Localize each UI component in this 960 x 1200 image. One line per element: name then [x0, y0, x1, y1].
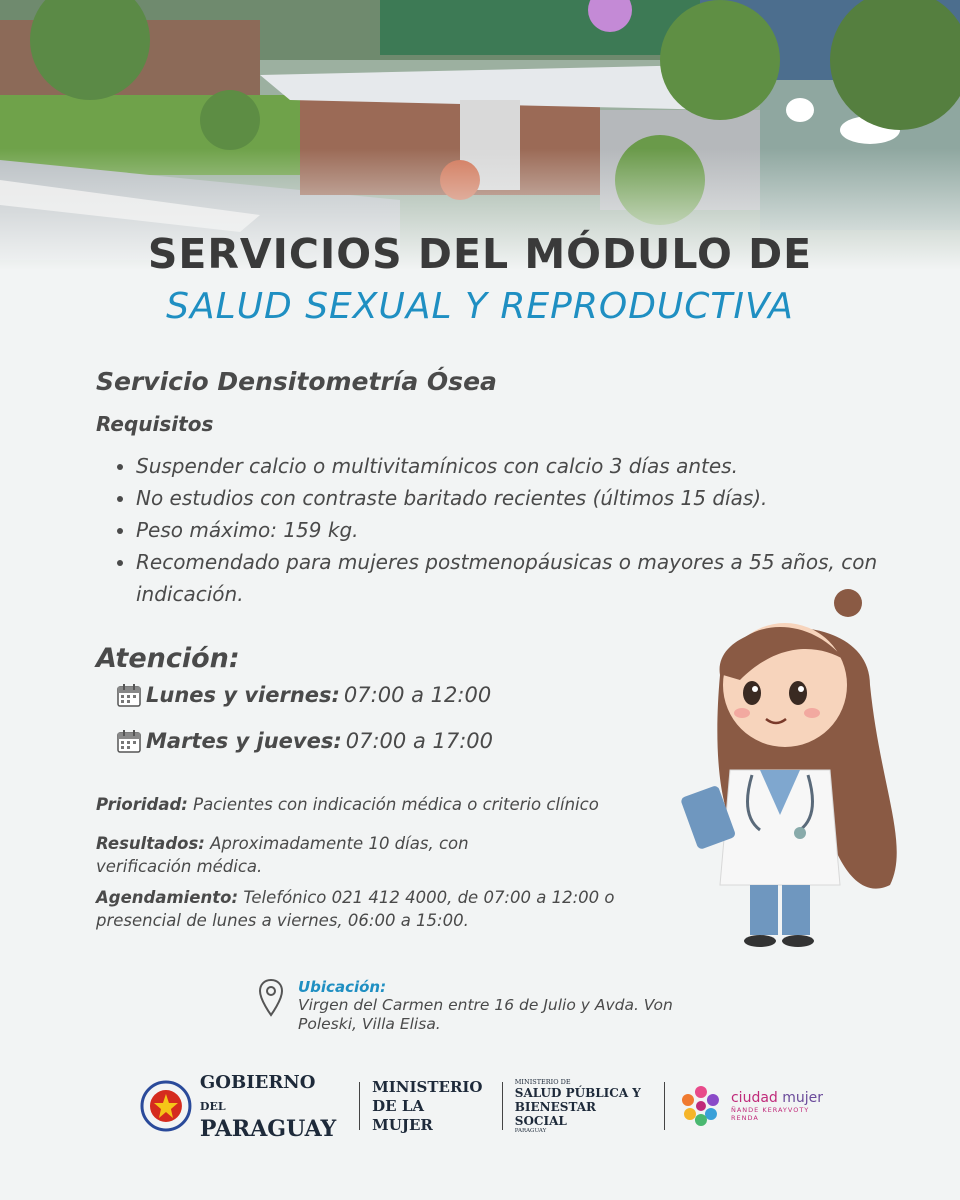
divider: [359, 1082, 360, 1130]
min-line2: DE LA MUJER: [372, 1096, 433, 1134]
results-label: Resultados:: [96, 834, 205, 853]
map-pin-icon: [258, 978, 284, 1018]
msp-line2: BIENESTAR SOCIAL: [514, 1099, 597, 1128]
divider: [502, 1082, 503, 1130]
calendar-icon: [116, 728, 142, 754]
location-block: [258, 978, 718, 1034]
requirement-item: • Recomendado para mujeres postmenopáusicas o mayores a 55 años, con indicación.: [136, 546, 896, 610]
schedule-hours: 07:00 a 17:00: [345, 729, 494, 753]
schedule-row: [116, 682, 491, 708]
requirement-item: • Suspender calcio o multivitamínicos con calcio 3 días antes.: [136, 450, 896, 482]
schedule-row: [116, 728, 493, 754]
title-line-2: SALUD SEXUAL Y REPRODUCTIVA: [166, 286, 794, 327]
results-info: [96, 832, 516, 878]
requirements-heading: Requisitos: [96, 412, 214, 436]
gob-del: DEL: [199, 1100, 226, 1113]
attention-heading: Atención:: [96, 643, 240, 674]
requirement-item: • No estudios con contraste baritado recientes (últimos 15 días).: [136, 482, 896, 514]
msp-line0: MINISTERIO DE: [514, 1077, 571, 1086]
calendar-icon: [116, 682, 142, 708]
footer-logos: [140, 1072, 840, 1142]
priority-text: Pacientes con indicación médica o criterio clínico: [193, 795, 599, 814]
cm-word1: ciudad: [730, 1090, 778, 1106]
schedule-days: Lunes y viernes:: [146, 683, 340, 707]
location-label: Ubicación:: [298, 978, 387, 996]
priority-label: Prioridad:: [96, 795, 188, 814]
schedule-hours: 07:00 a 12:00: [343, 683, 492, 707]
ministerio-salud-logo: [515, 1078, 652, 1135]
cm-word2: mujer: [782, 1090, 824, 1106]
booking-label: Agendamiento:: [96, 888, 239, 907]
msp-line3: PARAGUAY: [514, 1127, 547, 1134]
gob-line2: PARAGUAY: [199, 1116, 337, 1142]
booking-info: [96, 886, 676, 932]
booking-text: Telefónico 021 412 4000, de 07:00 a 12:00 o presencial de lunes a viernes, 06:00 a 15:00.: [96, 888, 615, 930]
min-line1: MINISTERIO: [372, 1077, 483, 1096]
service-name: Servicio Densitometría Ósea: [96, 367, 497, 396]
title-line-1: SERVICIOS DEL MÓDULO DE: [147, 230, 813, 278]
doctor-illustration: [680, 585, 920, 965]
schedule-days: Martes y jueves:: [146, 729, 342, 753]
ministerio-mujer-logo: [372, 1078, 490, 1135]
location-address: Virgen del Carmen entre 16 de Julio y Avda. Von Poleski, Villa Elisa.: [298, 996, 673, 1033]
priority-info: [96, 793, 676, 816]
results-text: Aproximadamente 10 días, con verificación médica.: [96, 834, 469, 876]
paraguay-seal-icon: [140, 1080, 192, 1132]
cm-tagline: ÑANDE KERAYVOTY RENDA: [730, 1106, 810, 1122]
requirement-item: • Peso máximo: 159 kg.: [136, 514, 896, 546]
gob-line1: GOBIERNO: [199, 1072, 316, 1093]
divider: [664, 1082, 665, 1130]
ciudad-mujer-logo: [677, 1082, 840, 1130]
msp-line1: SALUD PÚBLICA Y: [514, 1085, 641, 1100]
gobierno-paraguay-logo: [140, 1072, 347, 1140]
ciudad-mujer-flower-icon: [677, 1082, 725, 1130]
